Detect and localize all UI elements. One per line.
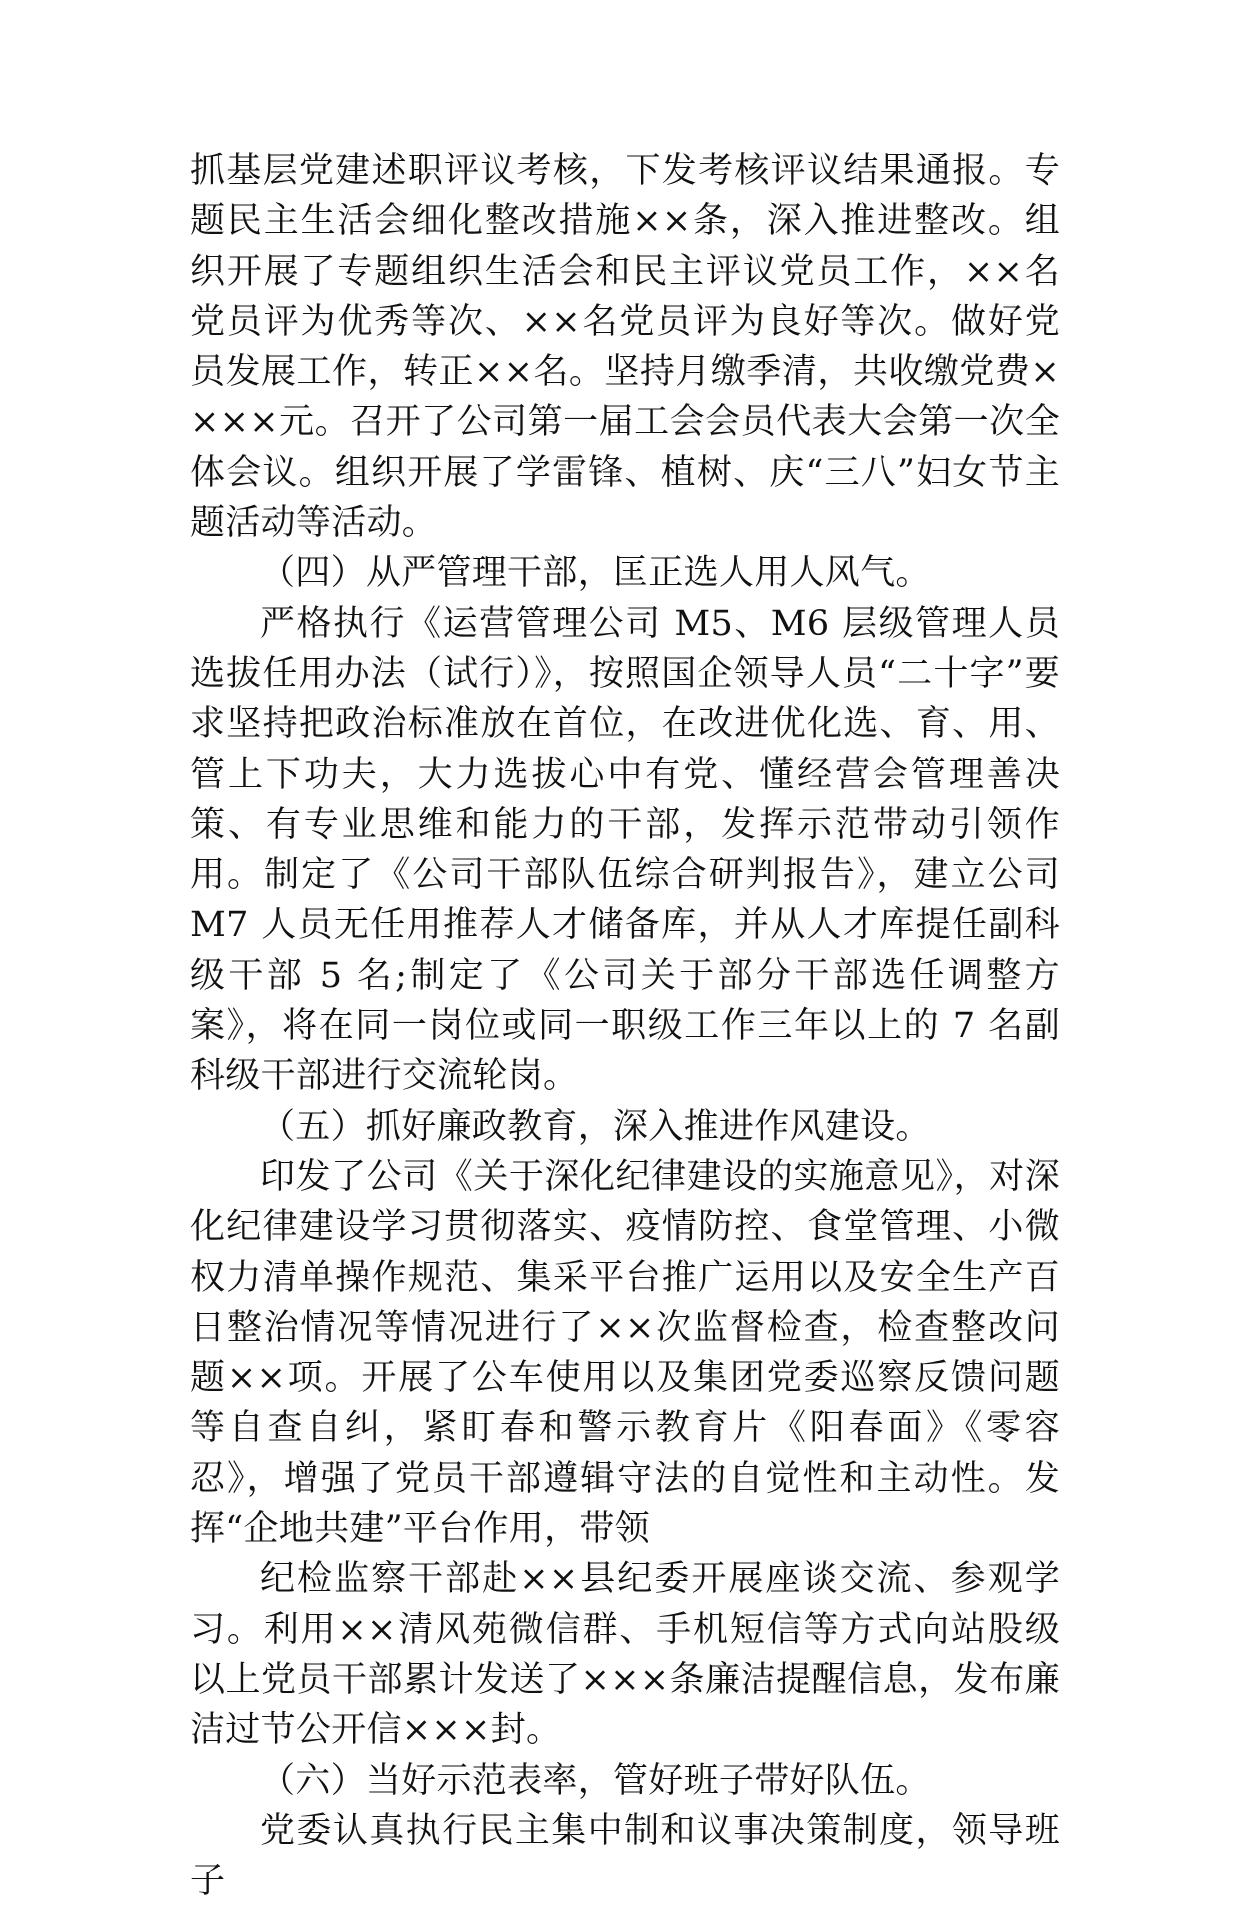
paragraph-integrity-education: 印发了公司《关于深化纪律建设的实施意见》，对深化纪律建设学习贯彻落实、疫情防控、食堂管理、小微权力清单操作规范、集采平台推广运用以及安全生产百日整治情况等情况进行了××次监督检查，检查整改问题××项。开展了公车使用以及集团党委巡察反馈问题等自查自纠，紧盯春和警示教育片《阳春面》《零容忍》，增强了党员干部遵辑守法的自觉性和主动性。发挥“企地共建”平台作用，带领	[190, 1156, 1060, 1550]
section-heading-6: （六）当好示范表率，管好班子带好队伍。	[260, 1760, 931, 1801]
paragraph-party-building: 抓基层党建述职评议考核，下发考核评议结果通报。专题民主生活会细化整改措施××条，深入推进整改。组织开展了专题组织生活会和民主评议党员工作，××名党员评为优秀等次、××名党员评为良好等次。做好党员发展工作，转正××名。坚持月缴季清，共收缴党费××××元。召开了公司第一届工会会员代表大会第一次全体会议。组织开展了学雷锋、植树、庆“三八”妇女节主题活动等活动。	[190, 151, 1060, 544]
document-body	[190, 146, 1060, 1906]
paragraph-cadre-management: 严格执行《运营管理公司 M5、M6 层级管理人员选拔任用办法（试行）》，按照国企领导人员“二十字”要求坚持把政治标准放在首位，在改进优化选、育、用、管上下功夫，大力选拔心中有党、懂经营会管理善决策、有专业思维和能力的干部，发挥示范带动引领作用。制定了《公司干部队伍综合研判报告》，建立公司 M7 人员无任用推荐人才储备库，并从人才库提任副科级干部 5 名;制定了《公司关于部分干部选任调整方案》，将在同一岗位或同一职级工作三年以上的 7 名副科级干部进行交流轮岗。	[190, 603, 1060, 1097]
paragraph-inspection-exchange: 纪检监察干部赴××县纪委开展座谈交流、参观学习。利用××清风苑微信群、手机短信等方式向站股级以上党员干部累计发送了×××条廉洁提醒信息，发布廉洁过节公开信×××封。	[190, 1559, 1060, 1751]
section-heading-5: （五）抓好廉政教育，深入推进作风建设。	[260, 1106, 931, 1147]
section-heading-4: （四）从严管理干部，匡正选人用人风气。	[260, 553, 931, 594]
paragraph-leadership: 党委认真执行民主集中制和议事决策制度，领导班子	[190, 1810, 1060, 1902]
